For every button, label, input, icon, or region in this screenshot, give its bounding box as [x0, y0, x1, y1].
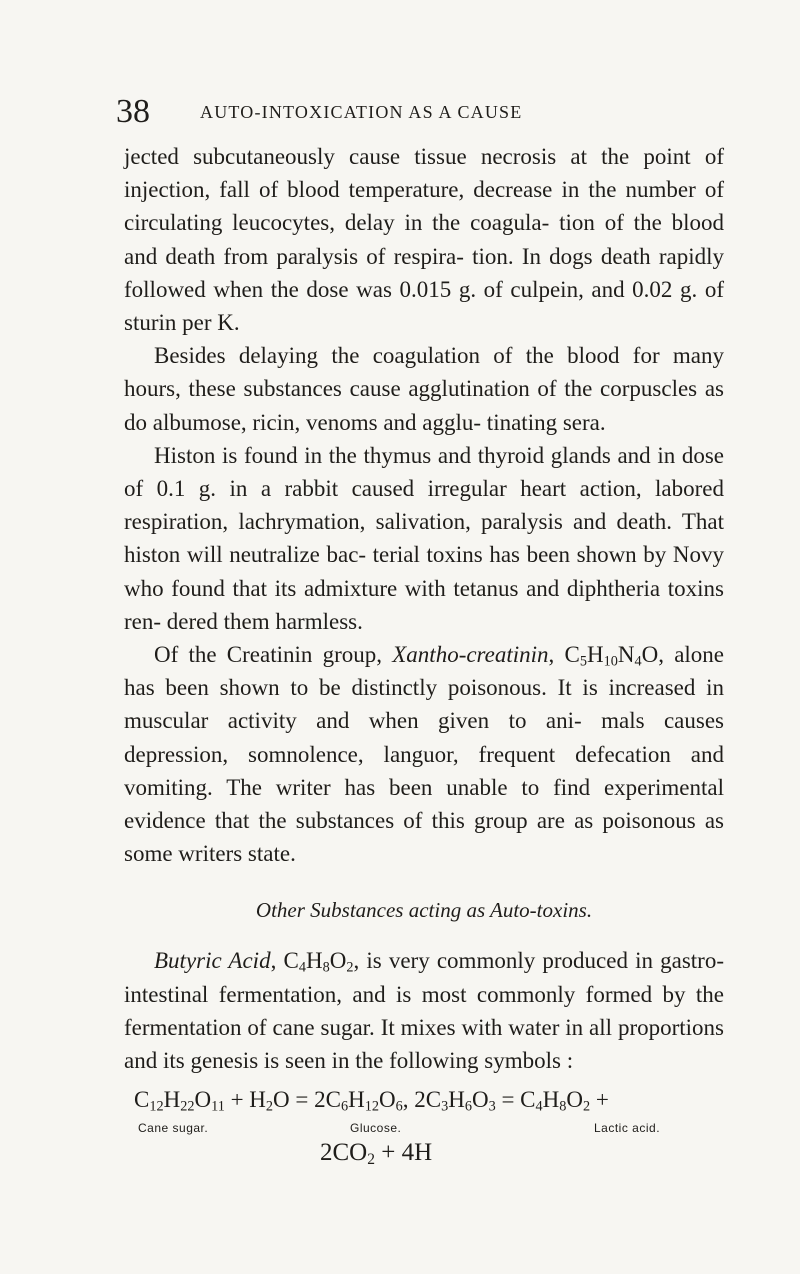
paragraph-3: Histon is found in the thymus and thyroid glands and in dose of 0.1 g. in a rabbit caused irregular heart action, labored respiration, lachrymation, salivation, paralysis and death. That histon will neutralize bac- terial toxins has been shown by Novy who found that its admixture with tetanus and diphtheria toxins ren- dered them harmless. [124, 442, 724, 634]
page-number: 38 [116, 93, 150, 130]
label-lactic-acid: Lactic acid. [594, 1121, 661, 1136]
running-title: AUTO-INTOXICATION AS A CAUSE [200, 102, 523, 122]
section-heading: Other Substances acting as Auto-toxins. [255, 898, 593, 923]
label-glucose: Glucose. [350, 1121, 402, 1136]
paragraph-butyric-acid: Butyric Acid, $C_4H_8O_2$, is very commonly produced in gastro-intestinal fermentation, and is most commonly formed by the fermentation of cane sugar. It mixes with water in all proportions and its genesis is seen in the following symbols : [124, 948, 725, 1074]
chemical-equation [124, 1083, 724, 1179]
equation-line-2: $2CO_2 + 4H$ [320, 1139, 433, 1169]
paragraph-4: Of the Creatinin group, Xantho-creatinin, $C_5H_{10}N_4O$, alone has been shown to be distinctly poisonous. It is increased in muscular activity and when given to ani- mals causes depression, somnolence, languor, frequent defecation and vomiting. The writer has been unable to find experimental evidence that the substances of this group are as poisonous as some writers state. [124, 642, 724, 867]
page-body [124, 140, 724, 1179]
equation-line-1: $C_{12}H_{22}O_{11} + H_2O = 2C_6H_{12}O_6$, $2C_3H_6O_3 = C_4H_8O_2$ + [134, 1087, 609, 1115]
page-header [116, 92, 680, 132]
paragraph-1: jected subcutaneously cause tissue necrosis at the point of injection, fall of blood temperature, decrease in the number of circulating leucocytes, delay in the coagula- tion of the blood and death from paralysis of respira- tion. In dogs death rapidly followed when the dose was 0.015 g. of culpein, and 0.02 g. of sturin per K. [124, 144, 724, 336]
label-cane-sugar: Cane sugar. [138, 1121, 209, 1136]
paragraph-2: Besides delaying the coagulation of the blood for many hours, these substances cause agglutination of the corpuscles as do albumose, ricin, venoms and agglu- tinating sera. [124, 343, 724, 435]
